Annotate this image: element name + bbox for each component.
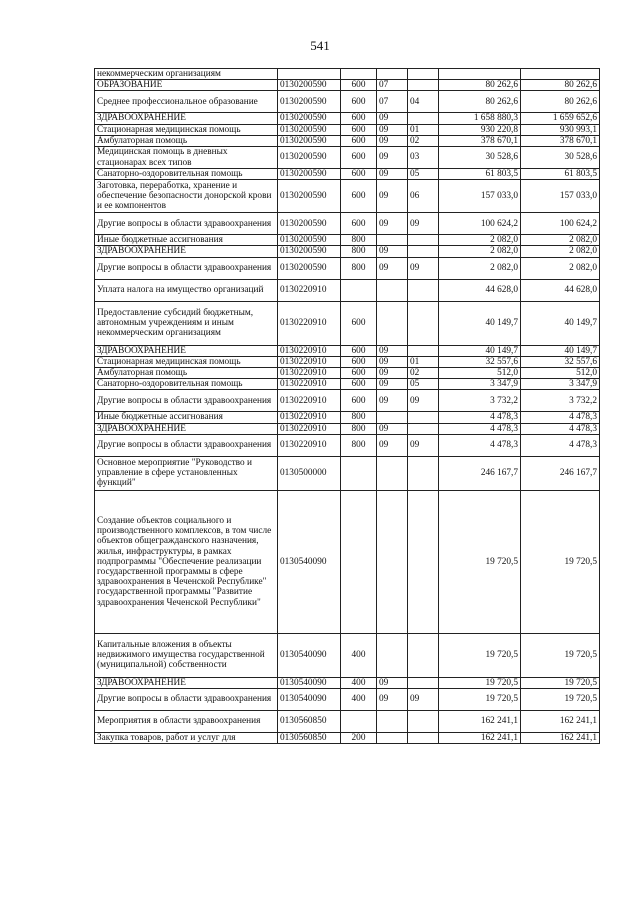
section-cell bbox=[377, 279, 408, 301]
expense-type-cell: 400 bbox=[341, 689, 377, 711]
budget-table-body bbox=[95, 69, 600, 744]
section-cell: 07 bbox=[377, 91, 408, 113]
budget-name-cell: Амбулаторная помощь bbox=[95, 135, 278, 146]
sum-year2-cell: 40 149,7 bbox=[521, 345, 600, 356]
sum-year1-cell: 19 720,5 bbox=[439, 633, 521, 677]
subsection-cell: 09 bbox=[408, 390, 439, 412]
target-code-cell: 0130220910 bbox=[278, 301, 341, 345]
sum-year2-cell: 246 167,7 bbox=[521, 456, 600, 490]
section-cell: 09 bbox=[377, 368, 408, 379]
section-cell: 09 bbox=[377, 213, 408, 235]
sum-year2-cell: 19 720,5 bbox=[521, 490, 600, 633]
budget-name-cell: ЗДРАВООХРАНЕНИЕ bbox=[95, 677, 278, 688]
target-code-cell bbox=[278, 69, 341, 80]
sum-year2-cell: 19 720,5 bbox=[521, 677, 600, 688]
table-row bbox=[95, 80, 600, 91]
section-cell: 09 bbox=[377, 169, 408, 180]
sum-year1-cell: 100 624,2 bbox=[439, 213, 521, 235]
sum-year2-cell: 44 628,0 bbox=[521, 279, 600, 301]
budget-name-cell: Создание объектов социального и производственного комплексов, в том числе объектов общегражданского назначения, жилья, инфраструктуры, в рамках подпрограммы "Обеспечение реализации государственной программы в сфере здравоохранения в Чеченской Республике" государственной программы "Развитие здравоохранения Чеченской Республики" bbox=[95, 490, 278, 633]
subsection-cell: 02 bbox=[408, 368, 439, 379]
target-code-cell: 0130540090 bbox=[278, 633, 341, 677]
subsection-cell: 05 bbox=[408, 379, 439, 390]
subsection-cell: 05 bbox=[408, 169, 439, 180]
subsection-cell bbox=[408, 246, 439, 257]
sum-year1-cell: 19 720,5 bbox=[439, 677, 521, 688]
target-code-cell: 0130220910 bbox=[278, 379, 341, 390]
target-code-cell: 0130200590 bbox=[278, 91, 341, 113]
section-cell: 09 bbox=[377, 257, 408, 279]
table-row bbox=[95, 434, 600, 456]
subsection-cell bbox=[408, 113, 439, 124]
target-code-cell: 0130200590 bbox=[278, 80, 341, 91]
sum-year1-cell: 40 149,7 bbox=[439, 345, 521, 356]
target-code-cell: 0130540090 bbox=[278, 677, 341, 688]
table-row bbox=[95, 124, 600, 135]
expense-type-cell: 200 bbox=[341, 733, 377, 744]
table-row bbox=[95, 379, 600, 390]
target-code-cell: 0130220910 bbox=[278, 279, 341, 301]
sum-year2-cell: 157 033,0 bbox=[521, 180, 600, 213]
sum-year2-cell: 80 262,6 bbox=[521, 80, 600, 91]
sum-year1-cell: 2 082,0 bbox=[439, 235, 521, 246]
subsection-cell bbox=[408, 711, 439, 733]
target-code-cell: 0130200590 bbox=[278, 180, 341, 213]
section-cell bbox=[377, 69, 408, 80]
budget-name-cell: Мероприятия в области здравоохранения bbox=[95, 711, 278, 733]
sum-year2-cell: 80 262,6 bbox=[521, 91, 600, 113]
target-code-cell: 0130200590 bbox=[278, 147, 341, 169]
budget-name-cell: Другие вопросы в области здравоохранения bbox=[95, 390, 278, 412]
budget-name-cell: Стационарная медицинская помощь bbox=[95, 124, 278, 135]
sum-year2-cell: 2 082,0 bbox=[521, 235, 600, 246]
expense-type-cell: 600 bbox=[341, 356, 377, 367]
table-row bbox=[95, 135, 600, 146]
table-row bbox=[95, 733, 600, 744]
page-number: 541 bbox=[310, 38, 330, 53]
table-row bbox=[95, 246, 600, 257]
sum-year1-cell: 61 803,5 bbox=[439, 169, 521, 180]
budget-name-cell: Другие вопросы в области здравоохранения bbox=[95, 434, 278, 456]
sum-year2-cell: 32 557,6 bbox=[521, 356, 600, 367]
budget-name-cell: ЗДРАВООХРАНЕНИЕ bbox=[95, 345, 278, 356]
expense-type-cell: 800 bbox=[341, 423, 377, 434]
budget-name-cell: ЗДРАВООХРАНЕНИЕ bbox=[95, 113, 278, 124]
expense-type-cell: 800 bbox=[341, 235, 377, 246]
section-cell bbox=[377, 733, 408, 744]
section-cell: 09 bbox=[377, 689, 408, 711]
section-cell: 09 bbox=[377, 677, 408, 688]
expense-type-cell: 600 bbox=[341, 80, 377, 91]
sum-year1-cell: 80 262,6 bbox=[439, 91, 521, 113]
section-cell: 09 bbox=[377, 180, 408, 213]
target-code-cell: 0130560850 bbox=[278, 733, 341, 744]
section-cell: 09 bbox=[377, 379, 408, 390]
budget-name-cell: Среднее профессиональное образование bbox=[95, 91, 278, 113]
expense-type-cell: 600 bbox=[341, 345, 377, 356]
expense-type-cell: 600 bbox=[341, 180, 377, 213]
budget-name-cell: Заготовка, переработка, хранение и обеспечение безопасности донорской крови и ее компонентов bbox=[95, 180, 278, 213]
budget-name-cell: Иные бюджетные ассигнования bbox=[95, 235, 278, 246]
table-row bbox=[95, 169, 600, 180]
subsection-cell bbox=[408, 677, 439, 688]
sum-year2-cell: 19 720,5 bbox=[521, 689, 600, 711]
table-row bbox=[95, 113, 600, 124]
table-row bbox=[95, 69, 600, 80]
expense-type-cell: 600 bbox=[341, 390, 377, 412]
table-row bbox=[95, 633, 600, 677]
budget-name-cell: ЗДРАВООХРАНЕНИЕ bbox=[95, 246, 278, 257]
sum-year2-cell: 61 803,5 bbox=[521, 169, 600, 180]
sum-year2-cell: 162 241,1 bbox=[521, 711, 600, 733]
sum-year1-cell: 1 658 880,3 bbox=[439, 113, 521, 124]
target-code-cell: 0130220910 bbox=[278, 345, 341, 356]
subsection-cell bbox=[408, 423, 439, 434]
sum-year1-cell: 4 478,3 bbox=[439, 423, 521, 434]
sum-year1-cell: 162 241,1 bbox=[439, 711, 521, 733]
sum-year1-cell: 40 149,7 bbox=[439, 301, 521, 345]
sum-year2-cell: 100 624,2 bbox=[521, 213, 600, 235]
budget-name-cell: Санаторно-оздоровительная помощь bbox=[95, 379, 278, 390]
expense-type-cell: 600 bbox=[341, 135, 377, 146]
section-cell: 09 bbox=[377, 124, 408, 135]
sum-year1-cell bbox=[439, 69, 521, 80]
expense-type-cell bbox=[341, 711, 377, 733]
sum-year2-cell: 4 478,3 bbox=[521, 423, 600, 434]
subsection-cell bbox=[408, 412, 439, 423]
expense-type-cell: 800 bbox=[341, 246, 377, 257]
table-row bbox=[95, 390, 600, 412]
expense-type-cell bbox=[341, 456, 377, 490]
sum-year1-cell: 44 628,0 bbox=[439, 279, 521, 301]
target-code-cell: 0130220910 bbox=[278, 423, 341, 434]
target-code-cell: 0130200590 bbox=[278, 135, 341, 146]
target-code-cell: 0130200590 bbox=[278, 213, 341, 235]
budget-name-cell: некоммерческим организациям bbox=[95, 69, 278, 80]
budget-name-cell: Предоставление субсидий бюджетным, автономным учреждениям и иным некоммерческим организациям bbox=[95, 301, 278, 345]
table-row bbox=[95, 213, 600, 235]
budget-table bbox=[94, 68, 600, 744]
section-cell: 09 bbox=[377, 135, 408, 146]
sum-year1-cell: 3 347,9 bbox=[439, 379, 521, 390]
table-row bbox=[95, 677, 600, 688]
expense-type-cell: 400 bbox=[341, 633, 377, 677]
table-row bbox=[95, 689, 600, 711]
subsection-cell bbox=[408, 490, 439, 633]
target-code-cell: 0130200590 bbox=[278, 235, 341, 246]
sum-year1-cell: 80 262,6 bbox=[439, 80, 521, 91]
subsection-cell: 06 bbox=[408, 180, 439, 213]
sum-year1-cell: 2 082,0 bbox=[439, 246, 521, 257]
sum-year1-cell: 32 557,6 bbox=[439, 356, 521, 367]
subsection-cell: 03 bbox=[408, 147, 439, 169]
sum-year1-cell: 512,0 bbox=[439, 368, 521, 379]
sum-year2-cell: 4 478,3 bbox=[521, 412, 600, 423]
target-code-cell: 0130200590 bbox=[278, 124, 341, 135]
section-cell: 09 bbox=[377, 246, 408, 257]
expense-type-cell bbox=[341, 279, 377, 301]
subsection-cell bbox=[408, 80, 439, 91]
budget-name-cell: Уплата налога на имущество организаций bbox=[95, 279, 278, 301]
sum-year2-cell: 512,0 bbox=[521, 368, 600, 379]
section-cell: 09 bbox=[377, 147, 408, 169]
expense-type-cell: 600 bbox=[341, 379, 377, 390]
target-code-cell: 0130200590 bbox=[278, 113, 341, 124]
table-row bbox=[95, 711, 600, 733]
table-row bbox=[95, 368, 600, 379]
section-cell bbox=[377, 711, 408, 733]
expense-type-cell: 800 bbox=[341, 412, 377, 423]
subsection-cell bbox=[408, 69, 439, 80]
section-cell: 09 bbox=[377, 434, 408, 456]
table-row bbox=[95, 279, 600, 301]
sum-year2-cell: 378 670,1 bbox=[521, 135, 600, 146]
expense-type-cell: 800 bbox=[341, 434, 377, 456]
target-code-cell: 0130220910 bbox=[278, 390, 341, 412]
target-code-cell: 0130200590 bbox=[278, 246, 341, 257]
subsection-cell: 04 bbox=[408, 91, 439, 113]
section-cell bbox=[377, 301, 408, 345]
table-row bbox=[95, 456, 600, 490]
expense-type-cell bbox=[341, 69, 377, 80]
table-row bbox=[95, 235, 600, 246]
subsection-cell bbox=[408, 345, 439, 356]
sum-year1-cell: 930 220,8 bbox=[439, 124, 521, 135]
subsection-cell bbox=[408, 301, 439, 345]
section-cell bbox=[377, 456, 408, 490]
expense-type-cell: 400 bbox=[341, 677, 377, 688]
subsection-cell bbox=[408, 733, 439, 744]
section-cell bbox=[377, 490, 408, 633]
expense-type-cell: 600 bbox=[341, 301, 377, 345]
target-code-cell: 0130200590 bbox=[278, 169, 341, 180]
sum-year2-cell bbox=[521, 69, 600, 80]
table-row bbox=[95, 147, 600, 169]
sum-year1-cell: 4 478,3 bbox=[439, 412, 521, 423]
sum-year1-cell: 246 167,7 bbox=[439, 456, 521, 490]
expense-type-cell bbox=[341, 490, 377, 633]
budget-name-cell: Амбулаторная помощь bbox=[95, 368, 278, 379]
subsection-cell: 09 bbox=[408, 213, 439, 235]
expense-type-cell: 600 bbox=[341, 169, 377, 180]
table-row bbox=[95, 301, 600, 345]
target-code-cell: 0130500000 bbox=[278, 456, 341, 490]
table-row bbox=[95, 412, 600, 423]
expense-type-cell: 600 bbox=[341, 147, 377, 169]
sum-year1-cell: 30 528,6 bbox=[439, 147, 521, 169]
section-cell: 09 bbox=[377, 345, 408, 356]
sum-year2-cell: 30 528,6 bbox=[521, 147, 600, 169]
section-cell bbox=[377, 633, 408, 677]
sum-year2-cell: 162 241,1 bbox=[521, 733, 600, 744]
subsection-cell: 01 bbox=[408, 356, 439, 367]
subsection-cell: 02 bbox=[408, 135, 439, 146]
sum-year2-cell: 1 659 652,6 bbox=[521, 113, 600, 124]
subsection-cell bbox=[408, 456, 439, 490]
target-code-cell: 0130220910 bbox=[278, 368, 341, 379]
section-cell bbox=[377, 235, 408, 246]
sum-year1-cell: 4 478,3 bbox=[439, 434, 521, 456]
sum-year2-cell: 4 478,3 bbox=[521, 434, 600, 456]
table-row bbox=[95, 91, 600, 113]
budget-name-cell: ОБРАЗОВАНИЕ bbox=[95, 80, 278, 91]
expense-type-cell: 600 bbox=[341, 124, 377, 135]
target-code-cell: 0130540090 bbox=[278, 490, 341, 633]
budget-name-cell: Другие вопросы в области здравоохранения bbox=[95, 257, 278, 279]
table-row bbox=[95, 356, 600, 367]
sum-year2-cell: 930 993,1 bbox=[521, 124, 600, 135]
expense-type-cell: 600 bbox=[341, 113, 377, 124]
table-row bbox=[95, 257, 600, 279]
expense-type-cell: 600 bbox=[341, 213, 377, 235]
expense-type-cell: 600 bbox=[341, 368, 377, 379]
sum-year2-cell: 40 149,7 bbox=[521, 301, 600, 345]
expense-type-cell: 600 bbox=[341, 91, 377, 113]
subsection-cell bbox=[408, 633, 439, 677]
section-cell bbox=[377, 412, 408, 423]
target-code-cell: 0130200590 bbox=[278, 257, 341, 279]
target-code-cell: 0130220910 bbox=[278, 356, 341, 367]
sum-year1-cell: 19 720,5 bbox=[439, 490, 521, 633]
budget-name-cell: Основное мероприятие "Руководство и управление в сфере установленных функций" bbox=[95, 456, 278, 490]
sum-year1-cell: 378 670,1 bbox=[439, 135, 521, 146]
expense-type-cell: 800 bbox=[341, 257, 377, 279]
table-row bbox=[95, 180, 600, 213]
target-code-cell: 0130540090 bbox=[278, 689, 341, 711]
budget-name-cell: Другие вопросы в области здравоохранения bbox=[95, 689, 278, 711]
sum-year1-cell: 19 720,5 bbox=[439, 689, 521, 711]
sum-year1-cell: 157 033,0 bbox=[439, 180, 521, 213]
target-code-cell: 0130220910 bbox=[278, 412, 341, 423]
section-cell: 09 bbox=[377, 356, 408, 367]
target-code-cell: 0130560850 bbox=[278, 711, 341, 733]
budget-name-cell: Медицинская помощь в дневных стационарах всех типов bbox=[95, 147, 278, 169]
section-cell: 09 bbox=[377, 390, 408, 412]
sum-year2-cell: 19 720,5 bbox=[521, 633, 600, 677]
table-row bbox=[95, 490, 600, 633]
subsection-cell bbox=[408, 279, 439, 301]
sum-year1-cell: 3 732,2 bbox=[439, 390, 521, 412]
subsection-cell: 01 bbox=[408, 124, 439, 135]
budget-name-cell: Иные бюджетные ассигнования bbox=[95, 412, 278, 423]
budget-name-cell: Стационарная медицинская помощь bbox=[95, 356, 278, 367]
sum-year1-cell: 162 241,1 bbox=[439, 733, 521, 744]
sum-year2-cell: 2 082,0 bbox=[521, 257, 600, 279]
sum-year2-cell: 2 082,0 bbox=[521, 246, 600, 257]
section-cell: 09 bbox=[377, 423, 408, 434]
table-row bbox=[95, 423, 600, 434]
section-cell: 09 bbox=[377, 113, 408, 124]
budget-name-cell: Закупка товаров, работ и услуг для bbox=[95, 733, 278, 744]
sum-year1-cell: 2 082,0 bbox=[439, 257, 521, 279]
subsection-cell: 09 bbox=[408, 257, 439, 279]
table-row bbox=[95, 345, 600, 356]
target-code-cell: 0130220910 bbox=[278, 434, 341, 456]
sum-year2-cell: 3 347,9 bbox=[521, 379, 600, 390]
subsection-cell: 09 bbox=[408, 434, 439, 456]
budget-name-cell: Санаторно-оздоровительная помощь bbox=[95, 169, 278, 180]
budget-name-cell: Капитальные вложения в объекты недвижимого имущества государственной (муниципальной) собственности bbox=[95, 633, 278, 677]
sum-year2-cell: 3 732,2 bbox=[521, 390, 600, 412]
budget-name-cell: Другие вопросы в области здравоохранения bbox=[95, 213, 278, 235]
budget-name-cell: ЗДРАВООХРАНЕНИЕ bbox=[95, 423, 278, 434]
section-cell: 07 bbox=[377, 80, 408, 91]
subsection-cell: 09 bbox=[408, 689, 439, 711]
subsection-cell bbox=[408, 235, 439, 246]
